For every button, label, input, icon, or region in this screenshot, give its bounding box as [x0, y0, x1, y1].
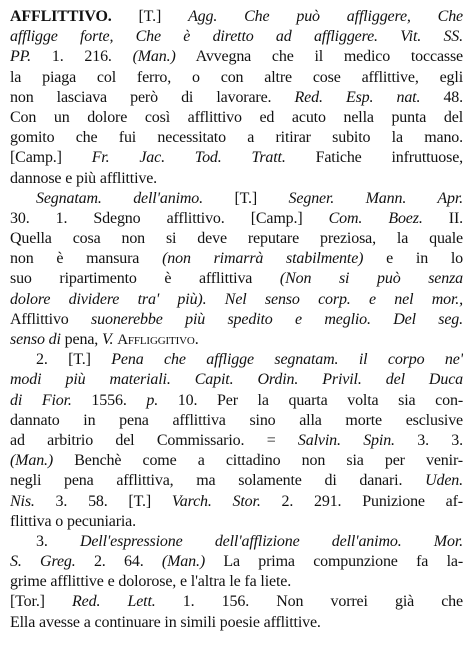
text-segment: la piaga col ferro, o con altre cose afflittive, egli — [10, 68, 463, 86]
text-segment: suo ripartimento è afflittiva — [10, 270, 280, 288]
text-segment: La prima compunzione fa la- — [205, 553, 463, 571]
text-segment: . — [194, 331, 199, 348]
text-line — [10, 370, 463, 390]
text-line — [10, 512, 463, 532]
italic-text: Agg. Che può affliggere, Che — [188, 8, 463, 25]
text-line — [10, 492, 463, 512]
italic-text: PP. — [10, 48, 32, 66]
italic-text: Segner. Mann. Apr. — [288, 189, 463, 207]
text-line — [10, 290, 463, 310]
text-line — [10, 532, 463, 552]
text-segment: 2. 64. — [75, 553, 162, 571]
text-segment: 1. 216. — [31, 48, 133, 66]
text-line — [10, 128, 463, 148]
text-segment: 1. 156. Non vorrei già che — [155, 593, 463, 611]
text-segment: 2. [T.] — [36, 351, 112, 369]
text-line — [10, 169, 463, 189]
italic-text: Segnatam. dell'animo. — [36, 189, 203, 207]
italic-text: senso di — [10, 331, 61, 348]
text-line — [10, 229, 463, 249]
italic-text: Red. Esp. nat. — [294, 88, 421, 106]
text-line — [10, 209, 463, 229]
text-line — [10, 189, 463, 209]
text-segment: Avvegna che il medico toccasse — [175, 48, 463, 66]
italic-text: suonerebbe più spedito e meglio. Del seg. — [91, 310, 463, 328]
text-segment: 48. — [420, 88, 463, 106]
italic-text: (Man.) — [132, 48, 176, 66]
italic-text: (non rimarrà stabilmente) — [162, 250, 364, 268]
text-segment: [Tor.] — [10, 593, 73, 611]
text-segment: ad arbitrio del Commissario. = — [10, 431, 298, 449]
text-segment: grime afflittive e dolorose, e l'altra le fa liete. — [10, 573, 292, 591]
text-segment: non è mansura — [10, 250, 163, 268]
text-segment: 3. 58. [T.] — [34, 492, 172, 510]
text-segment: [Camp.] — [10, 149, 92, 167]
italic-text: Salvin. Spin. — [297, 431, 395, 449]
text-segment: negli pena afflittiva, ma solamente di danari. — [10, 472, 426, 490]
cross-reference: Affliggitivo — [117, 332, 195, 348]
italic-text: affligge forte, Che è diretto ad affliggere. Vit. SS. — [10, 28, 463, 46]
text-line — [10, 613, 463, 633]
text-line — [10, 552, 463, 572]
italic-text: Fr. Jac. Tod. Tratt. — [91, 149, 286, 167]
text-line — [10, 27, 463, 47]
italic-text: S. Greg. — [10, 553, 76, 571]
text-segment: e in lo — [363, 250, 463, 268]
text-line — [10, 249, 463, 269]
text-segment: 3. 3. — [394, 431, 463, 449]
italic-text: Com. Boez. — [328, 209, 423, 227]
italic-text: dolore dividere tra' più). Nel senso corp. e nel mor., — [10, 290, 463, 308]
text-segment: Afflittivo — [10, 310, 92, 328]
text-line — [10, 572, 463, 592]
text-segment: Quella cosa non si deve reputare preziosa, la quale — [10, 230, 463, 248]
text-line — [10, 411, 463, 431]
text-line — [10, 310, 463, 330]
italic-text: Nis. — [10, 492, 35, 510]
text-segment: 1556. — [71, 391, 147, 409]
entry-afflittivo — [10, 7, 463, 633]
italic-text: (Man.) — [10, 452, 54, 470]
italic-text: Pena che affligge segnatam. il corpo ne' — [111, 351, 463, 369]
text-segment: Benchè come a cittadino non sia per venir- — [53, 452, 463, 470]
text-line — [10, 471, 463, 491]
text-line — [10, 148, 463, 168]
italic-text: (Non si può senza — [279, 270, 463, 288]
text-segment: gomito che fui necessitato a ritirar subito la mano. — [10, 129, 463, 147]
italic-text: Uden. — [425, 472, 463, 490]
italic-text: (Man.) — [161, 553, 205, 571]
italic-text: modi più materiali. Capit. Ordin. Privil. del Duca — [10, 371, 463, 389]
text-line — [10, 391, 463, 411]
text-segment: 2. 291. Punizione af- — [260, 492, 463, 510]
text-line — [10, 47, 463, 67]
text-line — [10, 7, 463, 27]
text-segment: Con un dolore così afflittivo ed acuto nella punta del — [10, 108, 463, 126]
text-line — [10, 431, 463, 451]
text-segment: dannose e più afflittive. — [10, 169, 158, 187]
italic-text: Red. Lett. — [72, 593, 156, 611]
italic-text: Varch. Stor. — [171, 492, 261, 510]
text-line — [10, 108, 463, 128]
text-line — [10, 592, 463, 612]
text-segment: [T.] — [111, 8, 189, 25]
text-segment: Ella avesse a continuare in simili poesie afflittive. — [10, 613, 321, 631]
headword: AFFLITTIVO. — [10, 8, 112, 25]
text-segment: 3. — [36, 532, 80, 550]
text-line — [10, 330, 463, 350]
text-line — [10, 269, 463, 289]
italic-text: p. — [146, 391, 159, 409]
text-segment: pena, — [60, 331, 102, 348]
text-segment: non lasciava però di lavorare. — [10, 88, 295, 106]
text-segment: 30. 1. Sdegno afflittivo. [Camp.] — [10, 209, 329, 227]
text-segment: 10. Per la quarta volta sia con- — [158, 391, 463, 409]
text-segment: Fatiche infruttuose, — [285, 149, 463, 167]
italic-text: V. — [101, 331, 114, 348]
text-segment: flittiva o pecuniaria. — [10, 512, 136, 530]
text-line — [10, 451, 463, 471]
text-line — [10, 350, 463, 370]
text-segment: dannato in pena afflittiva sino alla morte esclusive — [10, 411, 463, 429]
text-line — [10, 68, 463, 88]
italic-text: di Fior. — [10, 391, 72, 409]
italic-text: Dell'espressione dell'afflizione dell'animo. Mor. — [79, 532, 463, 550]
text-segment: [T.] — [202, 189, 289, 207]
text-line — [10, 88, 463, 108]
text-segment: II. — [422, 209, 463, 227]
